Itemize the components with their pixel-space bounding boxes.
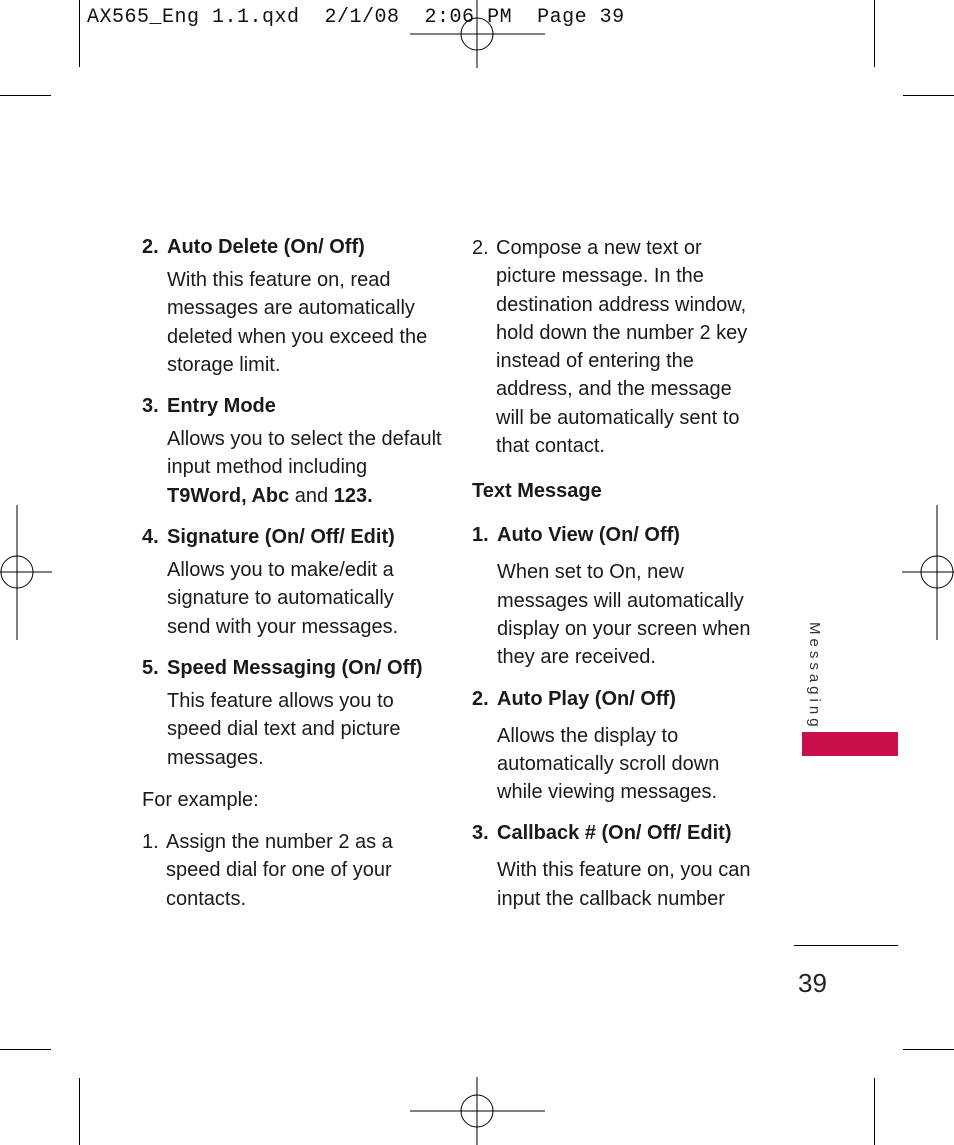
item-number: 3. [142,395,159,418]
crop-mark-top-right-vertical [874,0,875,67]
step-text: Assign the number 2 as a speed dial for one of your contacts. [166,831,393,910]
registration-mark-left [0,505,52,640]
item-number: 3. [472,822,489,845]
item-title: Callback # (On/ Off/ Edit) [497,822,732,845]
step-text: Compose a new text or picture message. In the destination address window, hold down the number 2 key instead of entering the address, and the message will be automatically sent to that contact. [496,237,748,458]
item-title: Auto Play (On/ Off) [497,687,676,710]
callback-heading [472,820,762,846]
speed-messaging-heading [142,655,442,681]
entry-mode-text: Allows you to select the default input method including [167,428,442,479]
registration-mark-top [410,0,545,68]
left-column [142,234,442,927]
entry-mode-description [167,425,442,510]
item-title: Entry Mode [167,395,276,418]
item-title: Signature (On/ Off/ Edit) [167,526,395,549]
auto-play-description: Allows the display to automatically scroll down while viewing messages. [497,724,720,804]
step-number: 1. [142,831,159,854]
right-column [472,234,762,927]
registration-mark-right [902,505,954,640]
registration-mark-bottom [410,1077,545,1145]
example-step-2 [472,234,762,460]
auto-view-heading [472,522,762,548]
auto-play-heading [472,686,762,712]
signature-description: Allows you to make/edit a signature to automatically send with your messages. [167,559,399,638]
text-message-heading: Text Message [472,480,602,503]
step-number: 2. [472,237,489,259]
for-example-label: For example: [142,788,259,811]
crop-mark-bottom-right-vertical [874,1078,875,1145]
crop-mark-top-right-horizontal [903,95,954,96]
item-title: Speed Messaging (On/ Off) [167,656,423,679]
entry-mode-heading [142,393,442,419]
page-number: 39 [798,968,827,998]
item-number: 2. [472,687,489,710]
item-number: 4. [142,526,159,549]
crop-mark-bottom-right-horizontal [903,1049,954,1050]
item-title: Auto Delete (On/ Off) [167,236,365,258]
crop-mark-bottom-left-horizontal [0,1049,51,1050]
speed-messaging-description: This feature allows you to speed dial text and picture messages. [167,689,401,769]
auto-delete-heading [142,234,442,260]
auto-view-description: When set to On, new messages will automatically display on your screen when they are received. [497,561,751,669]
callback-description: With this feature on, you can input the callback number [497,859,751,910]
crop-mark-top-left-vertical [79,0,80,67]
item-title: Auto View (On/ Off) [497,524,680,547]
section-tab-label: Messaging [806,622,823,731]
item-number: 2. [142,236,159,258]
item-number: 1. [472,524,489,547]
print-slug: AX565_Eng 1.1.qxd 2/1/08 2:06 PM Page 39 [87,6,625,29]
signature-heading [142,524,442,550]
entry-mode-option-123: 123. [333,484,373,507]
example-step-1 [142,828,442,913]
section-tab-bar [802,732,898,756]
item-number: 5. [142,656,159,679]
crop-mark-top-left-horizontal [0,95,51,96]
entry-mode-and: and [289,484,334,507]
auto-delete-description: With this feature on, read messages are automatically deleted when you exceed the storage limit. [167,269,428,376]
crop-mark-bottom-left-vertical [79,1078,80,1145]
page-number-rule [794,945,898,946]
entry-mode-option-t9: T9Word, Abc [167,484,290,507]
